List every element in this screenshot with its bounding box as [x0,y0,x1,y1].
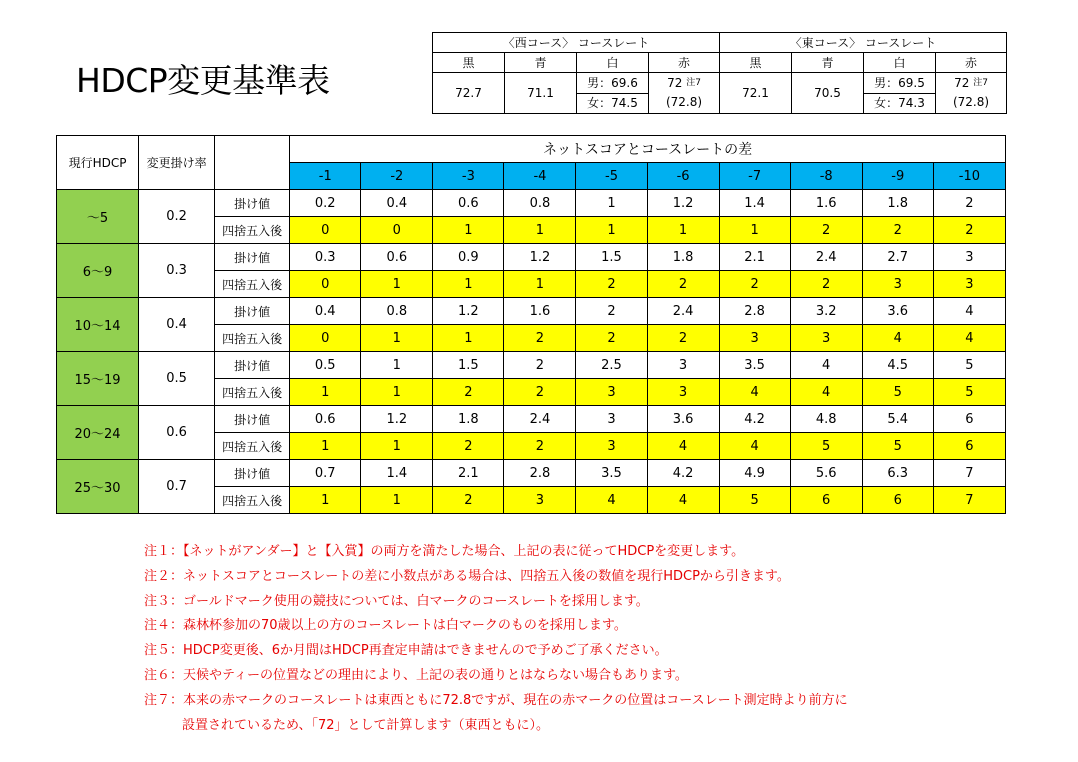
east-white-rate [864,73,936,114]
diff-header-cell: -8 [790,163,862,190]
rounded-value-cell: 1 [290,379,361,406]
multiplied-value-cell: 1.6 [504,298,576,325]
change-rate: 0.3 [139,244,215,298]
col-current-hdcp: 現行HDCP [57,136,139,190]
rounded-value-cell: 3 [933,271,1005,298]
label-rounded: 四捨五入後 [215,271,290,298]
multiplied-value-cell: 1.5 [576,244,647,271]
diff-header-cell: -2 [361,163,433,190]
west-col-blue: 青 [505,53,577,73]
rounded-value-cell: 2 [790,271,862,298]
note-7: 注７：本来の赤マークのコースレートは東西ともに72.8ですが、現在の赤マークの位置はコースレート測定時より前方に [144,692,848,708]
note-7-continued: 設置されているため、「72」として計算します（東西ともに）。 [182,717,550,733]
east-red-rate [936,73,1007,114]
multiplied-value-cell: 0.7 [290,460,361,487]
multiplied-value-cell: 2.4 [647,298,719,325]
east-white-male: 男：69.5 [864,74,935,94]
multiplied-value-cell: 0.8 [361,298,433,325]
label-rounded: 四捨五入後 [215,325,290,352]
west-black-rate: 72.7 [433,73,505,114]
multiplied-value-cell: 0.5 [290,352,361,379]
rounded-value-cell: 1 [361,325,433,352]
multiplied-value-cell: 2.8 [504,460,576,487]
multiplied-value-cell: 0.4 [361,190,433,217]
multiplied-value-cell: 4.2 [647,460,719,487]
label-value: 掛け値 [215,190,290,217]
west-white-female: 女：74.5 [587,95,638,110]
multiplied-value-cell: 1.8 [862,190,933,217]
multiplied-value-cell: 0.2 [290,190,361,217]
multiplied-value-cell: 3 [647,352,719,379]
rounded-value-cell: 4 [790,379,862,406]
rounded-value-cell: 2 [504,325,576,352]
rounded-value-cell: 4 [719,379,790,406]
multiplied-value-cell: 1 [576,190,647,217]
multiplied-value-cell: 1 [361,352,433,379]
rounded-value-cell: 2 [433,379,504,406]
rounded-value-cell: 4 [933,325,1005,352]
note-5: 注５：HDCP変更後、6か月間はHDCP再査定申請はできませんので予めご了承ください。 [144,643,668,659]
rounded-value-cell: 2 [504,433,576,460]
rounded-value-cell: 1 [433,325,504,352]
west-white-rate [577,73,649,114]
rounded-value-cell: 6 [933,433,1005,460]
label-value: 掛け値 [215,244,290,271]
multiplied-value-cell: 1.8 [647,244,719,271]
rounded-value-cell: 1 [719,217,790,244]
rounded-value-cell: 5 [933,379,1005,406]
multiplied-value-cell: 3.2 [790,298,862,325]
rounded-value-cell: 1 [361,379,433,406]
rounded-value-cell: 6 [790,487,862,514]
note-3: 注３：ゴールドマーク使用の競技については、白マークのコースレートを採用します。 [144,593,649,609]
multiplied-value-cell: 2.8 [719,298,790,325]
west-red-value: 72 [667,76,683,90]
multiplied-value-cell: 0.3 [290,244,361,271]
multiplied-value-cell: 5 [933,352,1005,379]
label-rounded: 四捨五入後 [215,487,290,514]
east-red-sub: (72.8) [952,95,990,109]
multiplied-value-cell: 1.6 [790,190,862,217]
east-col-red: 赤 [936,53,1007,73]
west-red-note: 注7 [686,78,701,88]
rounded-value-cell: 3 [504,487,576,514]
diff-header-cell: -5 [576,163,647,190]
west-col-black: 黒 [433,53,505,73]
multiplied-value-cell: 4.2 [719,406,790,433]
rounded-value-cell: 3 [576,433,647,460]
hdcp-range: 25～30 [57,460,139,514]
rounded-value-cell: 1 [361,271,433,298]
rounded-value-cell: 1 [361,433,433,460]
east-red-value: 72 [954,76,970,90]
rounded-value-cell: 1 [361,487,433,514]
rounded-value-cell: 1 [647,217,719,244]
diff-header-cell: -6 [647,163,719,190]
rounded-value-cell: 2 [576,325,647,352]
multiplied-value-cell: 1.2 [361,406,433,433]
multiplied-value-cell: 2.1 [433,460,504,487]
rounded-value-cell: 0 [290,217,361,244]
east-red-note: 注7 [973,78,988,88]
rounded-value-cell: 5 [790,433,862,460]
diff-header-cell: -7 [719,163,790,190]
rounded-value-cell: 5 [719,487,790,514]
multiplied-value-cell: 3.6 [862,298,933,325]
rounded-value-cell: 1 [576,217,647,244]
change-rate: 0.4 [139,298,215,352]
multiplied-value-cell: 7 [933,460,1005,487]
multiplied-value-cell: 0.9 [433,244,504,271]
rounded-value-cell: 1 [433,271,504,298]
multiplied-value-cell: 0.6 [361,244,433,271]
rounded-value-cell: 7 [933,487,1005,514]
rounded-value-cell: 2 [576,271,647,298]
multiplied-value-cell: 4.5 [862,352,933,379]
rounded-value-cell: 5 [862,433,933,460]
multiplied-value-cell: 0.6 [433,190,504,217]
east-col-blue: 青 [792,53,864,73]
multiplied-value-cell: 4 [790,352,862,379]
rounded-value-cell: 3 [862,271,933,298]
rounded-value-cell: 2 [862,217,933,244]
multiplied-value-cell: 2.5 [576,352,647,379]
rounded-value-cell: 4 [719,433,790,460]
multiplied-value-cell: 3 [933,244,1005,271]
multiplied-value-cell: 2 [576,298,647,325]
hdcp-table [56,135,1006,514]
hdcp-range: ～5 [57,190,139,244]
east-white-female: 女：74.3 [874,95,925,110]
rounded-value-cell: 1 [433,217,504,244]
rounded-value-cell: 4 [647,487,719,514]
rounded-value-cell: 4 [862,325,933,352]
multiplied-value-cell: 0.8 [504,190,576,217]
multiplied-value-cell: 1.2 [433,298,504,325]
multiplied-value-cell: 6 [933,406,1005,433]
page-title: HDCP変更基準表 [76,61,330,100]
rounded-value-cell: 2 [933,217,1005,244]
rounded-value-cell: 3 [790,325,862,352]
multiplied-value-cell: 1.2 [647,190,719,217]
multiplied-value-cell: 1.4 [719,190,790,217]
rounded-value-cell: 6 [862,487,933,514]
change-rate: 0.2 [139,190,215,244]
label-rounded: 四捨五入後 [215,217,290,244]
label-value: 掛け値 [215,298,290,325]
notes [144,540,848,738]
label-rounded: 四捨五入後 [215,379,290,406]
rounded-value-cell: 2 [647,271,719,298]
rounded-value-cell: 0 [290,325,361,352]
east-black-rate: 72.1 [720,73,792,114]
diff-header-cell: -10 [933,163,1005,190]
west-course-header: 〈西コース〉 コースレート [433,33,720,53]
multiplied-value-cell: 0.4 [290,298,361,325]
multiplied-value-cell: 5.4 [862,406,933,433]
hdcp-range: 20～24 [57,406,139,460]
rounded-value-cell: 2 [433,487,504,514]
multiplied-value-cell: 2 [504,352,576,379]
multiplied-value-cell: 4 [933,298,1005,325]
rounded-value-cell: 1 [290,487,361,514]
multiplied-value-cell: 1.5 [433,352,504,379]
rounded-value-cell: 0 [290,271,361,298]
diff-header-cell: -4 [504,163,576,190]
note-2: 注２：ネットスコアとコースレートの差に小数点がある場合は、四捨五入後の数値を現行HDCPから引きます。 [144,568,790,584]
rounded-value-cell: 4 [576,487,647,514]
label-value: 掛け値 [215,352,290,379]
rounded-value-cell: 3 [647,379,719,406]
label-value: 掛け値 [215,460,290,487]
multiplied-value-cell: 5.6 [790,460,862,487]
west-red-sub: (72.8) [665,95,703,109]
rounded-value-cell: 1 [504,217,576,244]
multiplied-value-cell: 1.2 [504,244,576,271]
course-rate-table [432,32,1007,114]
east-course-header: 〈東コース〉 コースレート [720,33,1007,53]
multiplied-value-cell: 4.8 [790,406,862,433]
rounded-value-cell: 2 [504,379,576,406]
multiplied-value-cell: 2.1 [719,244,790,271]
rounded-value-cell: 1 [504,271,576,298]
rounded-value-cell: 3 [576,379,647,406]
multiplied-value-cell: 6.3 [862,460,933,487]
label-value: 掛け値 [215,406,290,433]
multiplied-value-cell: 2.7 [862,244,933,271]
rounded-value-cell: 4 [647,433,719,460]
col-change-rate: 変更掛け率 [139,136,215,190]
multiplied-value-cell: 1.4 [361,460,433,487]
multiplied-value-cell: 2 [933,190,1005,217]
west-col-red: 赤 [649,53,720,73]
change-rate: 0.7 [139,460,215,514]
west-white-male: 男：69.6 [577,74,648,94]
multiplied-value-cell: 3.5 [576,460,647,487]
hdcp-range: 10～14 [57,298,139,352]
hdcp-range: 6～9 [57,244,139,298]
multiplied-value-cell: 4.9 [719,460,790,487]
west-red-rate [649,73,720,114]
east-blue-rate: 70.5 [792,73,864,114]
diff-header-cell: -3 [433,163,504,190]
rounded-value-cell: 2 [790,217,862,244]
diff-header: ネットスコアとコースレートの差 [290,136,1006,163]
east-col-black: 黒 [720,53,792,73]
west-blue-rate: 71.1 [505,73,577,114]
west-col-white: 白 [577,53,649,73]
rounded-value-cell: 3 [719,325,790,352]
note-1: 注１：【ネットがアンダー】と【入賞】の両方を満たした場合、上記の表に従ってHDCPを変更します。 [144,544,745,559]
multiplied-value-cell: 2.4 [504,406,576,433]
change-rate: 0.6 [139,406,215,460]
change-rate: 0.5 [139,352,215,406]
multiplied-value-cell: 2.4 [790,244,862,271]
diff-header-cell: -9 [862,163,933,190]
rounded-value-cell: 5 [862,379,933,406]
multiplied-value-cell: 1.8 [433,406,504,433]
multiplied-value-cell: 0.6 [290,406,361,433]
multiplied-value-cell: 3.5 [719,352,790,379]
note-4: 注４：森林杯参加の70歳以上の方のコースレートは白マークのものを採用します。 [144,618,627,634]
diff-header-cell: -1 [290,163,361,190]
east-col-white: 白 [864,53,936,73]
multiplied-value-cell: 3 [576,406,647,433]
col-label-blank [215,136,290,190]
rounded-value-cell: 2 [433,433,504,460]
rounded-value-cell: 2 [719,271,790,298]
note-6: 注６：天候やティーの位置などの理由により、上記の表の通りとはならない場合もあります。 [144,667,688,683]
rounded-value-cell: 0 [361,217,433,244]
rounded-value-cell: 2 [647,325,719,352]
rounded-value-cell: 1 [290,433,361,460]
label-rounded: 四捨五入後 [215,433,290,460]
multiplied-value-cell: 3.6 [647,406,719,433]
hdcp-range: 15～19 [57,352,139,406]
